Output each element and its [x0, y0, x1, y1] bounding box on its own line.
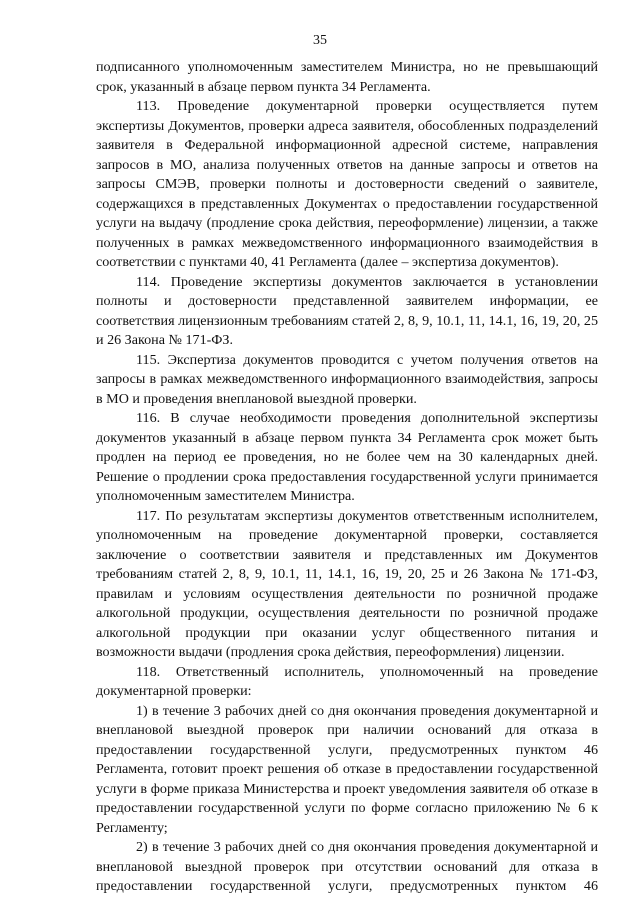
paragraph-118: 118. Ответственный исполнитель, уполномоченный на проведение документарной проверки:: [96, 663, 598, 699]
paragraph-113: 113. Проведение документарной проверки осуществляется путем экспертизы Документов, проверки адреса заявителя, обособленных подразделений заявителя в Федеральной информационной адресной системе, направления запросов в МО, анализа полученных ответов на данные запросы и ответов на запросы СМЭВ, проверки полноты и достоверности сведений о заявителе, содержащихся в представленных Документах о предоставлении государственной услуги на выдачу (продление срока действия, переоформление) лицензии, а также полученных в рамках межведомственного информационного взаимодействия в соответствии с пунктами 40, 41 Регламента (далее – экспертиза документов).: [96, 98, 598, 270]
paragraph-116: 116. В случае необходимости проведения дополнительной экспертизы документов указанный в абзаце первом пункта 34 Регламента срок может быть продлен на период ее проведения, но не более чем на 30 календарных дней. Решение о продлении срока предоставления государственной услуги принимается уполномоченным заместителем Министра.: [96, 410, 598, 504]
paragraph-118-item-2: 2) в течение 3 рабочих дней со дня окончания проведения документарной и внеплановой выездной проверок при отсутствии оснований для отказа в предоставлении государственной услуги, предусмотренных пунктом 46: [96, 839, 598, 894]
document-body: [96, 58, 598, 897]
paragraph-117: 117. По результатам экспертизы документов ответственным исполнителем, уполномоченным на проведение документарной проверки, составляется заключение о соответствии заявителя и представленных им Документов требованиям статей 2, 8, 9, 10.1, 11, 14.1, 16, 19, 20, 25 и 26 Закона № 171-ФЗ, правилам и условиям осуществления деятельности по розничной продаже алкогольной продукции, осуществления деятельности по розничной продаже алкогольной продукции при оказании услуг общественного питания и возможности выдачи (продления срока действия, переоформления) лицензии.: [96, 507, 598, 660]
paragraph-continuation: подписанного уполномоченным заместителем Министра, но не превышающий срок, указанный в абзаце первом пункта 34 Регламента.: [96, 59, 598, 95]
paragraph-114: 114. Проведение экспертизы документов заключается в установлении полноты и достоверности представленной заявителем информации, ее соответствия лицензионным требованиям статей 2, 8, 9, 10.1, 11, 14.1, 16, 19, 20, 25 и 26 Закона № 171-ФЗ.: [96, 273, 598, 348]
paragraph-118-item-1: 1) в течение 3 рабочих дней со дня окончания проведения документарной и внеплановой выездной проверок при наличии оснований для отказа в предоставлении государственной услуги, предусмотренных пунктом 46 Регламента, готовит проект решения об отказе в предоставлении государственной услуги в форме приказа Министерства и проект уведомления заявителя об отказе в предоставлении государственной услуги по форме согласно приложению № 6 к Регламенту;: [96, 702, 598, 836]
paragraph-115: 115. Экспертиза документов проводится с учетом получения ответов на запросы в рамках межведомственного информационного взаимодействия, запросы в МО и проведения внеплановой выездной проверки.: [96, 351, 598, 407]
page-number: 35: [313, 33, 327, 48]
